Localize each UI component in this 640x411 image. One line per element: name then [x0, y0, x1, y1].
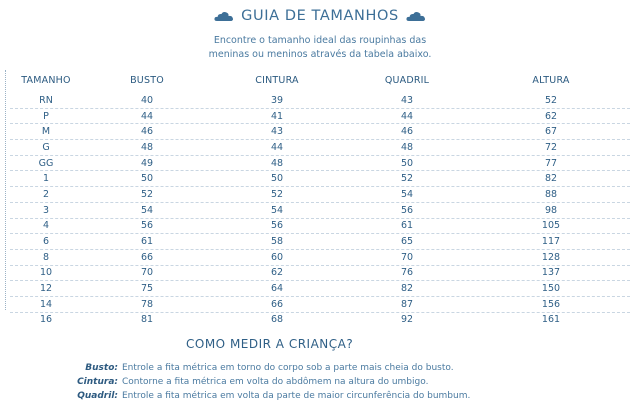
- cell-busto: 40: [140, 94, 154, 106]
- cell-size: 10: [39, 267, 53, 279]
- cell-busto: 56: [140, 220, 154, 232]
- column-header-quadril: QUADRIL: [384, 74, 430, 86]
- size-table: [10, 73, 630, 327]
- intro-line: meninas ou meninos através da tabela abaixo.: [208, 48, 432, 60]
- cell-quadril: 92: [400, 314, 414, 326]
- cell-size: 2: [42, 188, 50, 200]
- cell-cintura: 60: [270, 251, 284, 263]
- cell-size: GG: [38, 157, 54, 169]
- cell-busto: 78: [140, 298, 154, 310]
- cell-cintura: 62: [270, 267, 284, 279]
- cell-cintura: 48: [270, 157, 284, 169]
- cell-busto: 66: [140, 251, 154, 263]
- instruction-line: [0, 361, 640, 375]
- cell-altura: 98: [544, 204, 558, 216]
- cell-busto: 50: [140, 173, 154, 185]
- cell-cintura: 43: [270, 126, 284, 138]
- cell-quadril: 65: [400, 236, 414, 248]
- cell-size: M: [41, 126, 51, 138]
- cell-size: 14: [39, 298, 53, 310]
- table-row: [10, 140, 630, 156]
- cell-cintura: 66: [270, 298, 284, 310]
- cell-altura: 137: [541, 267, 561, 279]
- table-row: [10, 250, 630, 266]
- cell-altura: 77: [544, 157, 558, 169]
- cell-cintura: 64: [270, 283, 284, 295]
- cell-busto: 75: [140, 283, 154, 295]
- cell-cintura: 58: [270, 236, 284, 248]
- instruction-term: Busto:: [85, 363, 118, 373]
- instruction-line: [0, 375, 640, 389]
- cell-altura: 156: [541, 298, 561, 310]
- cell-size: 16: [39, 314, 53, 326]
- cell-cintura: 54: [270, 204, 284, 216]
- instruction-text: Contorne a fita métrica em volta do abdômem na altura do umbigo.: [122, 377, 429, 387]
- intro-text: [0, 34, 640, 61]
- cell-cintura: 50: [270, 173, 284, 185]
- cell-size: 3: [42, 204, 50, 216]
- cell-cintura: 44: [270, 141, 284, 153]
- table-row: [10, 93, 630, 109]
- cell-altura: 67: [544, 126, 558, 138]
- cell-busto: 44: [140, 110, 154, 122]
- cell-busto: 46: [140, 126, 154, 138]
- cell-altura: 105: [541, 220, 561, 232]
- table-row: [10, 266, 630, 282]
- cell-cintura: 56: [270, 220, 284, 232]
- cell-quadril: 61: [400, 220, 414, 232]
- table-row: [10, 281, 630, 297]
- cell-altura: 52: [544, 94, 558, 106]
- cell-quadril: 44: [400, 110, 414, 122]
- cloud-icon: [214, 11, 234, 22]
- column-header-busto: BUSTO: [130, 74, 164, 86]
- cloud-icon: [406, 11, 426, 22]
- column-header-tamanho: TAMANHO: [21, 74, 71, 86]
- dotted-divider: [5, 70, 6, 310]
- table-header: [10, 73, 630, 87]
- table-row: [10, 313, 630, 328]
- table-body: [10, 93, 630, 327]
- instruction-line: [0, 389, 640, 403]
- table-row: [10, 187, 630, 203]
- cell-cintura: 39: [270, 94, 284, 106]
- cell-size: 12: [39, 283, 53, 295]
- table-row: [10, 171, 630, 187]
- instruction-term: Cintura:: [77, 377, 118, 387]
- cell-quadril: 70: [400, 251, 414, 263]
- cell-altura: 88: [544, 188, 558, 200]
- cell-quadril: 82: [400, 283, 414, 295]
- cell-quadril: 76: [400, 267, 414, 279]
- cell-size: G: [42, 141, 50, 153]
- cell-quadril: 46: [400, 126, 414, 138]
- cell-cintura: 41: [270, 110, 284, 122]
- cell-busto: 48: [140, 141, 154, 153]
- cell-quadril: 54: [400, 188, 414, 200]
- cell-busto: 81: [140, 314, 154, 326]
- cell-size: 4: [42, 220, 50, 232]
- measure-instructions: [0, 361, 640, 403]
- instruction-text: Entrole a fita métrica em torno do corpo sob a parte mais cheia do busto.: [122, 363, 454, 373]
- section-title: COMO MEDIR A CRIANÇA?: [186, 337, 354, 351]
- cell-quadril: 48: [400, 141, 414, 153]
- cell-quadril: 50: [400, 157, 414, 169]
- cell-busto: 54: [140, 204, 154, 216]
- cell-quadril: 52: [400, 173, 414, 185]
- cell-size: RN: [39, 94, 53, 106]
- cell-quadril: 56: [400, 204, 414, 216]
- cell-size: 6: [42, 236, 50, 248]
- cell-busto: 61: [140, 236, 154, 248]
- instruction-text: Entrole a fita métrica em volta da parte de maior circunferência do bumbum.: [122, 391, 471, 401]
- instruction-term: Quadril:: [77, 391, 118, 401]
- cell-cintura: 52: [270, 188, 284, 200]
- column-header-altura: ALTURA: [532, 74, 570, 86]
- cell-altura: 117: [541, 236, 561, 248]
- header: [0, 5, 640, 27]
- table-row: [10, 156, 630, 172]
- cell-altura: 161: [541, 314, 561, 326]
- table-row: [10, 203, 630, 219]
- table-row: [10, 109, 630, 125]
- cell-altura: 128: [541, 251, 561, 263]
- cell-quadril: 87: [400, 298, 414, 310]
- table-row: [10, 234, 630, 250]
- page-title: GUIA DE TAMANHOS: [241, 8, 399, 24]
- cell-altura: 72: [544, 141, 558, 153]
- table-row: [10, 297, 630, 313]
- cell-size: 1: [42, 173, 50, 185]
- cell-size: 8: [42, 251, 50, 263]
- cell-quadril: 43: [400, 94, 414, 106]
- cell-size: P: [43, 110, 49, 122]
- table-row: [10, 124, 630, 140]
- cell-altura: 62: [544, 110, 558, 122]
- table-row: [10, 219, 630, 235]
- cell-altura: 150: [541, 283, 561, 295]
- cell-busto: 70: [140, 267, 154, 279]
- column-header-cintura: CINTURA: [255, 74, 299, 86]
- intro-line: Encontre o tamanho ideal das roupinhas das: [213, 35, 427, 46]
- cell-cintura: 68: [270, 314, 284, 326]
- cell-busto: 49: [140, 157, 154, 169]
- cell-busto: 52: [140, 188, 154, 200]
- cell-altura: 82: [544, 173, 558, 185]
